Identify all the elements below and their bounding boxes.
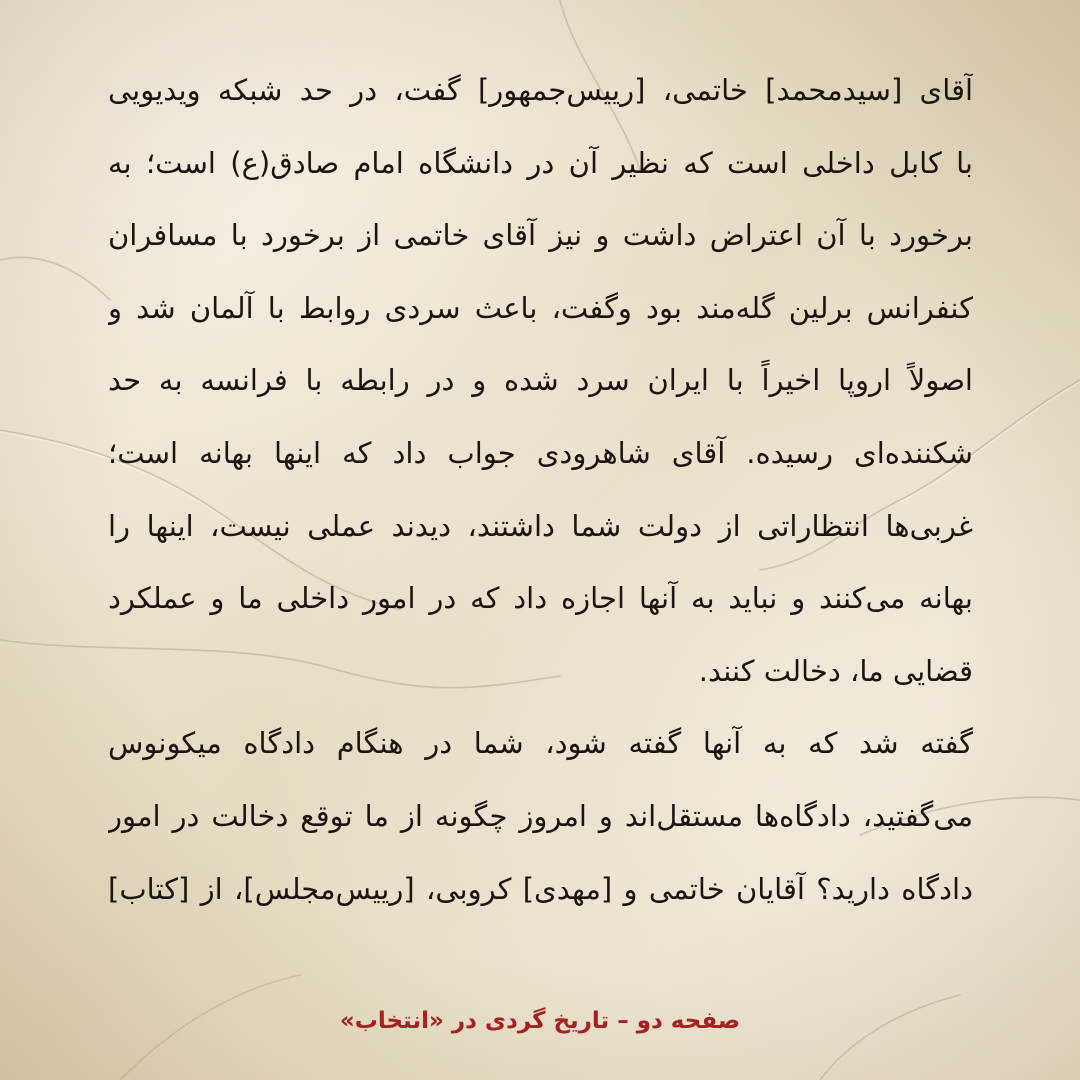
text-line: با کابل داخلی است که نظیر آن در دانشگاه امام صادق(ع) است؛ به [108,145,973,180]
paragraph-1 [108,62,973,715]
text-line: دادگاه دارید؟ آقایان خاتمی و [مهدی] کروبی، [رییس‌مجلس]، از [کتاب] [108,871,973,906]
paragraph-2 [108,715,973,933]
text-line: شکننده‌ای رسیده. آقای شاهرودی جواب داد که اینها بهانه است؛ [108,435,973,470]
text-line: برخورد با آن اعتراض داشت و نیز آقای خاتمی از برخورد با مسافران [108,218,973,253]
text-line: کنفرانس برلین گله‌مند بود وگفت، باعث سردی روابط با آلمان شد و [108,290,973,325]
footer-caption: صفحه دو – تاریخ گردی در «انتخاب» [339,1008,741,1034]
text-line: بهانه می‌کنند و نباید به آنها اجازه داد که در امور داخلی ما و عملکرد [108,581,973,616]
text-line: آقای [سیدمحمد] خاتمی، [رییس‌جمهور] گفت، در حد شبکه ویدیویی [108,73,973,107]
text-line: قضایی ما، دخالت کنند. [698,653,973,688]
text-line: می‌گفتید، دادگاه‌ها مستقل‌اند و امروز چگونه از ما توقع دخالت در امور [108,798,973,833]
text-line: گفته شد که به آنها گفته شود، شما در هنگام دادگاه میکونوس [108,726,973,761]
text-line: غربی‌ها انتظاراتی از دولت شما داشتند، دیدند عملی نیست، اینها را [108,508,973,543]
document-body [108,62,973,933]
text-line: اصولاً اروپا اخیراً با ایران سرد شده و در رابطه با فرانسه به حد [108,363,973,398]
